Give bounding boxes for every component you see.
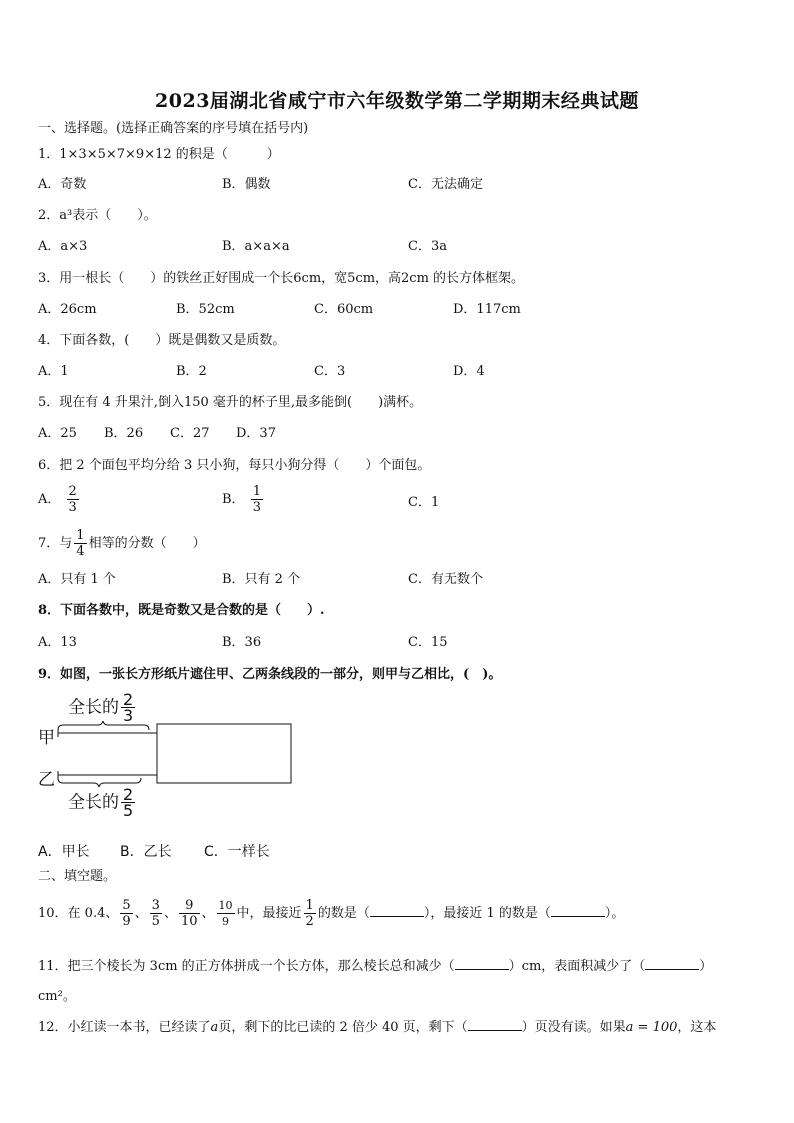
question-12: 12．小红读一本书，已经读了a页，剩下的比已读的 2 倍少 40 页，剩下（ ）页没有读。如果a = 100，这本 <box>38 1020 717 1035</box>
question-5: 5．现在有 4 升果汁,倒入150 毫升的杯子里,最多能倒( )满杯。 <box>38 395 423 410</box>
label-bottom-fraction: 全长的 $\frac{2}{5}$ <box>68 785 134 820</box>
q4-option-b: B．2 <box>176 364 207 379</box>
q4-option-d: D．4 <box>453 364 485 379</box>
fraction: $\frac{1}{4}$ <box>76 528 85 559</box>
q8-option-a: A．13 <box>38 635 77 650</box>
section-heading-choice: 一、选择题。(选择正确答案的序号填在括号内) <box>38 121 309 136</box>
q3-option-c: C．60cm <box>314 302 374 317</box>
fraction: $\frac{2}{3}$ <box>68 484 77 515</box>
fraction: $\frac{10}{9}$ <box>218 899 233 928</box>
q9-option-b: B．乙长 <box>120 844 172 860</box>
q5-option-c: C．27 <box>170 426 210 441</box>
fraction: $\frac{9}{10}$ <box>180 898 198 929</box>
q6-option-a <box>38 484 81 515</box>
paper-rectangle <box>157 724 291 783</box>
q2-option-b: B．a×a×a <box>222 239 290 254</box>
question-11: 11．把三个棱长为 3cm 的正方体拼成一个长方体，那么棱长总和减少（ ）cm，表面积减少了（ ） <box>38 959 713 974</box>
q7-option-c: C．有无数个 <box>408 572 483 587</box>
question-8: 8．下面各数中，既是奇数又是合数的是（ ）. <box>38 603 325 618</box>
answer-blank[interactable] <box>370 904 424 917</box>
segment-diagram <box>36 692 306 822</box>
question-1: 1．1×3×5×7×9×12 的积是（ ） <box>38 147 280 162</box>
fraction: $\frac{5}{9}$ <box>122 898 131 929</box>
question-2: 2．a³表示（ ）。 <box>38 208 157 223</box>
q9-option-a: A．甲长 <box>38 844 90 860</box>
q5-option-a: A．25 <box>38 426 77 441</box>
q6-option-a-label: A． <box>38 492 61 507</box>
fraction: $\frac{2}{3}$ <box>123 690 134 725</box>
q6-option-b-label: B． <box>222 492 245 507</box>
answer-blank[interactable] <box>468 1018 522 1031</box>
q9-option-c: C．一样长 <box>204 844 270 860</box>
section-heading-fill: 二、填空题。 <box>38 869 117 884</box>
question-4: 4．下面各数，( ）既是偶数又是质数。 <box>38 333 286 348</box>
q3-option-a: A．26cm <box>38 302 97 317</box>
q4-option-a: A．1 <box>38 364 69 379</box>
q4-option-c: C．3 <box>314 364 346 379</box>
question-11-cont: cm²。 <box>38 989 76 1004</box>
label-yi: 乙 <box>38 770 55 790</box>
q7-option-a: A．只有 1 个 <box>38 572 116 587</box>
answer-blank[interactable] <box>455 957 509 970</box>
q3-option-d: D．117cm <box>453 302 521 317</box>
fraction: $\frac{1}{3}$ <box>252 484 261 515</box>
q7-option-b: B．只有 2 个 <box>222 572 301 587</box>
q6-option-c: C．1 <box>408 495 440 510</box>
q3-option-b: B．52cm <box>176 302 235 317</box>
label-jia: 甲 <box>38 728 55 748</box>
q1-option-b: B．偶数 <box>222 177 271 192</box>
q5-option-d: D．37 <box>236 426 276 441</box>
q2-option-a: A．a×3 <box>38 239 88 254</box>
fraction: $\frac{3}{5}$ <box>151 898 160 929</box>
q2-option-c: C．3a <box>408 239 447 254</box>
question-7: 7．与 $\frac{1}{4}$ 相等的分数（ ） <box>38 528 206 559</box>
q1-option-c: C．无法确定 <box>408 177 483 192</box>
answer-blank[interactable] <box>551 904 605 917</box>
question-3: 3．用一根长（ ）的铁丝正好围成一个长6cm，宽5cm，高2cm 的长方体框架。 <box>38 271 525 286</box>
q1-option-a: A．奇数 <box>38 177 87 192</box>
q5-option-b: B．26 <box>104 426 144 441</box>
fraction: $\frac{2}{5}$ <box>123 785 134 820</box>
label-top-fraction: 全长的 $\frac{2}{3}$ <box>68 690 134 725</box>
q6-option-b <box>222 484 265 515</box>
question-9: 9．如图，一张长方形纸片遮住甲、乙两条线段的一部分，则甲与乙相比，( )。 <box>38 667 502 682</box>
fraction: $\frac{1}{2}$ <box>305 898 314 929</box>
question-10: 10．在 0.4、 $\frac{5}{9}$ 、 $\frac{3}{5}$ 、 $\frac{9}{10}$ 、 $\frac{10}{9}$ 中，最接近 $\frac{1}{2}$ 的数是（ ），最接近 1 的数是（ ）。 <box>38 898 625 929</box>
page-title: 2023届湖北省咸宁市六年级数学第二学期期末经典试题 <box>155 90 639 112</box>
question-6: 6．把 2 个面包平均分给 3 只小狗，每只小狗分得（ ）个面包。 <box>38 458 431 473</box>
q8-option-c: C．15 <box>408 635 448 650</box>
answer-blank[interactable] <box>645 957 699 970</box>
q8-option-b: B．36 <box>222 635 262 650</box>
